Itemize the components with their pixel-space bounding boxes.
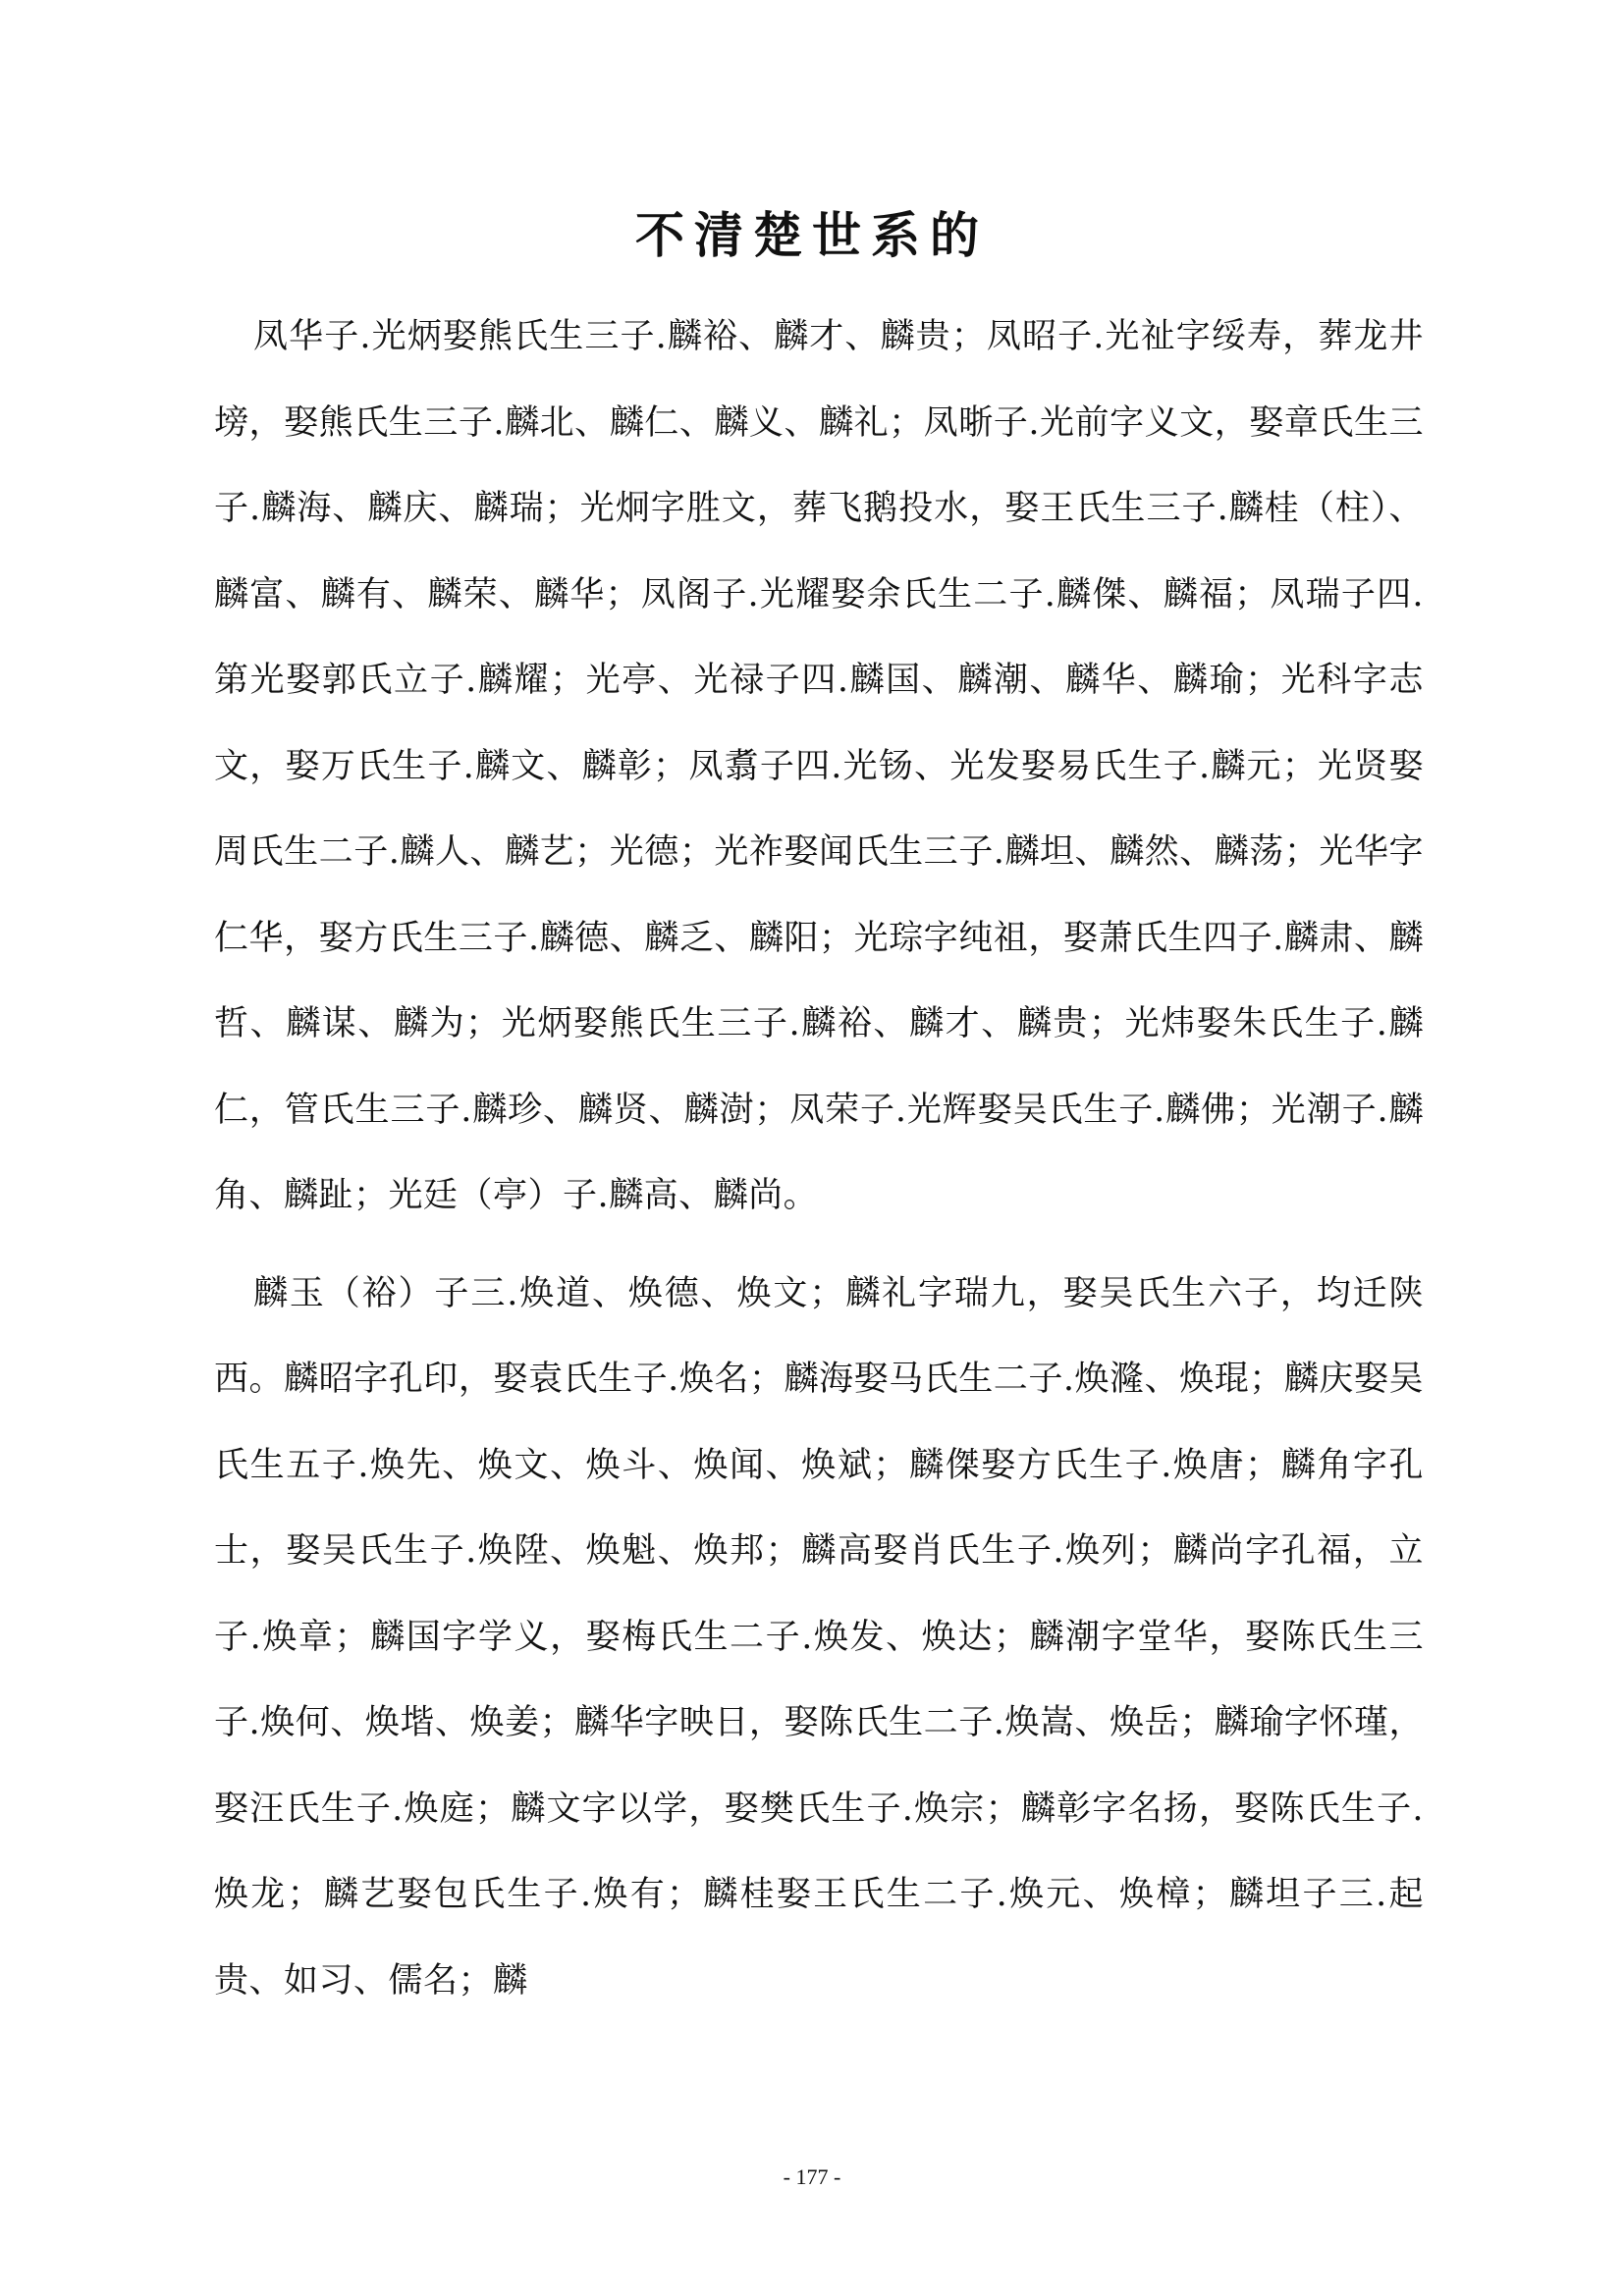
paragraph-2: 麟玉（裕）子三.焕道、焕德、焕文；麟礼字瑞九，娶吴氏生六子，均迁陕西。麟昭字孔印，娶袁氏生子.焕名；麟海娶马氏生二子.焕漋、焕琨；麟庆娶吴氏生五子.焕先、焕文、焕斗、焕闻、焕斌；麟傑娶方氏生子.焕唐；麟角字孔士，娶吴氏生子.焕陞、焕魁、焕邦；麟高娶肖氏生子.焕列；麟尚字孔福，立子.焕章；麟国字学义，娶梅氏生二子.焕发、焕达；麟潮字堂华，娶陈氏生三子.焕何、焕堦、焕姜；麟华字映日，娶陈氏生二子.焕嵩、焕岳；麟瑜字怀瑾，娶汪氏生子.焕庭；麟文字以学，娶樊氏生子.焕宗；麟彰字名扬，娶陈氏生子.焕龙；麟艺娶包氏生子.焕有；麟桂娶王氏生二子.焕元、焕樟；麟坦子三.起贵、如习、儒名；麟: [214, 1273, 1424, 2001]
page-number: - 177 -: [783, 2164, 841, 2189]
paragraph-1: 凤华子.光炳娶熊氏生三子.麟裕、麟才、麟贵；凤昭子.光祉字绥寿，葬龙井塝，娶熊氏生三子.麟北、麟仁、麟义、麟礼；凤晣子.光前字义文，娶章氏生三子.麟海、麟庆、麟瑞；光炯字胜文，葬飞鹅投水，娶王氏生三子.麟桂（柱）、麟富、麟有、麟荣、麟华；凤阁子.光耀娶余氏生二子.麟傑、麟福；凤瑞子四.第光娶郭氏立子.麟耀；光亭、光禄子四.麟国、麟潮、麟华、麟瑜；光科字志文，娶万氏生子.麟文、麟彰；凤翥子四.光钖、光发娶易氏生子.麟元；光贤娶周氏生二子.麟人、麟艺；光德；光祚娶闻氏生三子.麟坦、麟然、麟荡；光华字仁华，娶方氏生三子.麟德、麟乏、麟阳；光琮字纯祖，娶萧氏生四子.麟肃、麟哲、麟谋、麟为；光炳娶熊氏生三子.麟裕、麟才、麟贵；光炜娶朱氏生子.麟仁，管氏生三子.麟珍、麟贤、麟澍；凤荣子.光辉娶吴氏生子.麟佛；光潮子.麟角、麟趾；光廷（亭）子.麟高、麟尚。: [214, 317, 1424, 1215]
body-text: [214, 294, 1424, 2024]
page-title: 不清楚世系的: [635, 206, 989, 264]
